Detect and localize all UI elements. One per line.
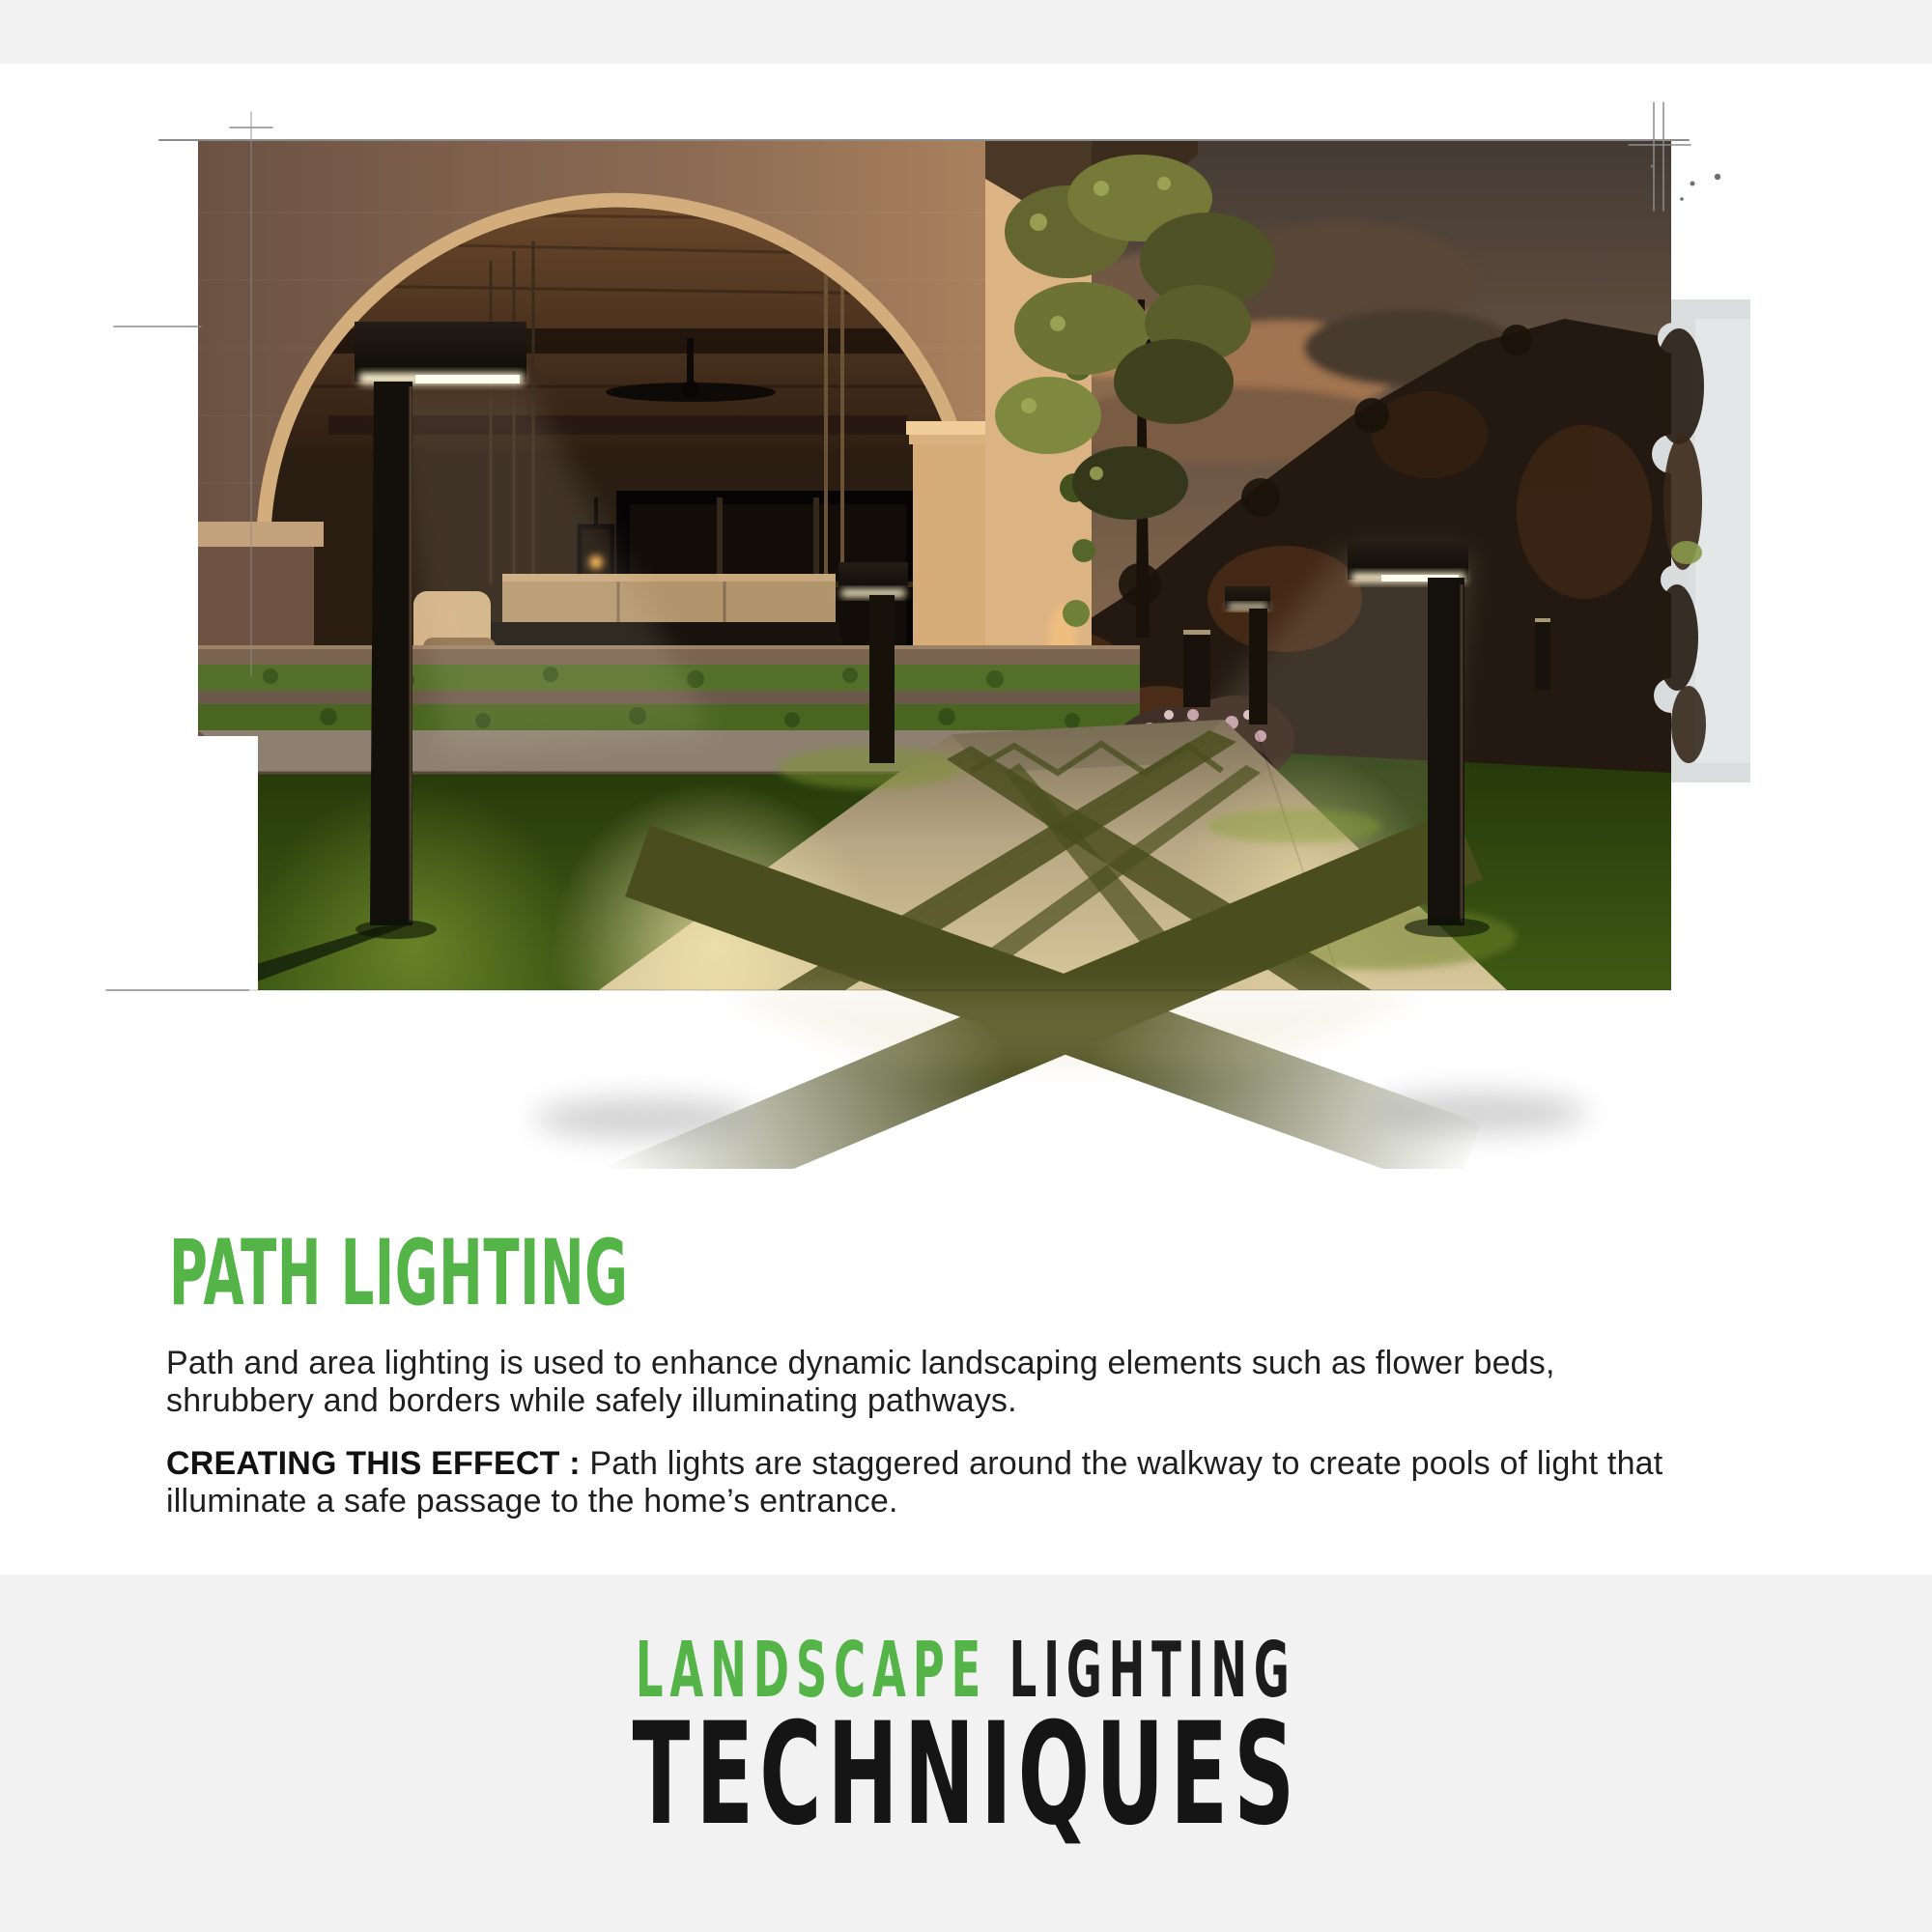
footer-title-inner: TECHNIQUES — [632, 1692, 1300, 1857]
path-lighting-scene — [97, 97, 1758, 1208]
hero-illustration — [97, 97, 1758, 1208]
intro-paragraph: Path and area lighting is used to enhance dynamic landscaping elements such as flower beds, shrubbery and borders while safely illuminating pathways. — [166, 1345, 1555, 1419]
effect-text: Path lights are staggered around the walkway to create pools of light that illuminate a safe passage to the home’s entrance. — [166, 1445, 1663, 1520]
bollard-post-small-right — [1535, 618, 1550, 690]
light-pool — [1208, 809, 1381, 843]
spill-shadow — [1365, 1092, 1587, 1134]
top-band — [0, 0, 1932, 64]
footer-brand-accent: LANDSCAPE — [636, 1626, 988, 1715]
footer-brand-rest: LIGHTING — [1009, 1626, 1296, 1715]
frame-step-mask — [198, 736, 258, 990]
spill-shadow — [534, 1097, 756, 1140]
effect-paragraph — [166, 1445, 1692, 1520]
light-pool — [251, 782, 580, 1111]
effect-label: CREATING THIS EFFECT : — [166, 1445, 581, 1482]
footer-title — [0, 1692, 1932, 1857]
bollard-post-small — [1183, 630, 1210, 707]
page-title: PATH LIGHTING — [169, 1221, 629, 1326]
